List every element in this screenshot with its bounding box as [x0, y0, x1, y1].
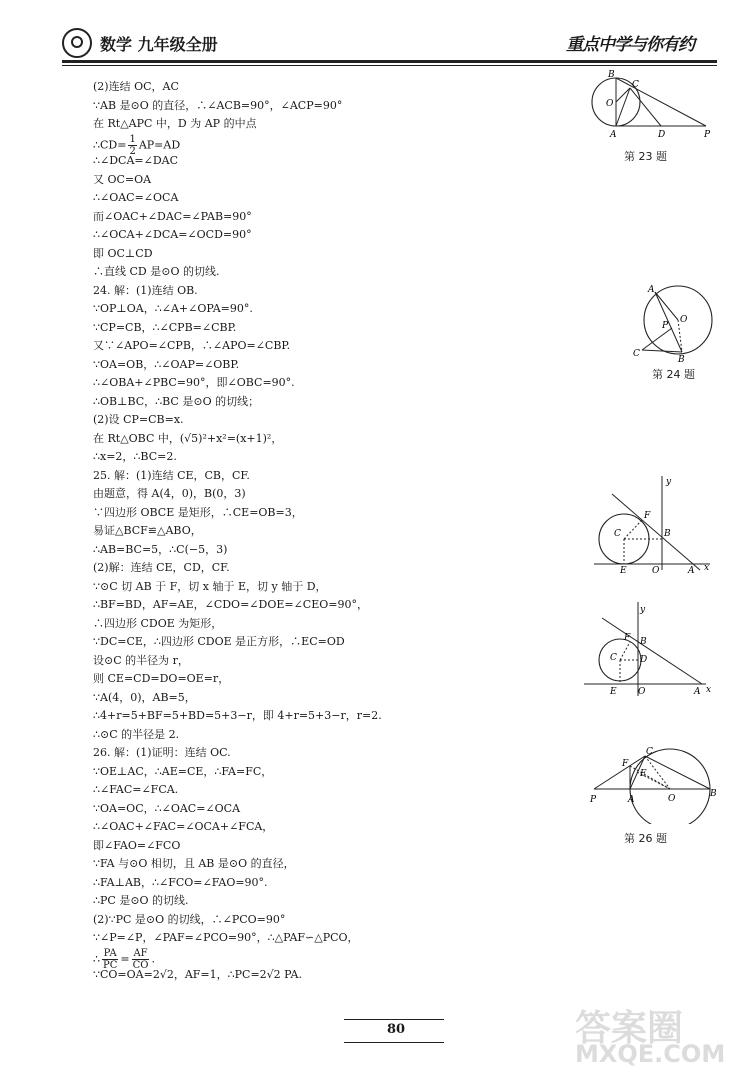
fig25a-label: x: [704, 563, 710, 573]
watermark-logo: 答案圈: [575, 1008, 684, 1049]
text-line: 由题意，得 A(4，0)，B(0，3): [93, 487, 246, 500]
figure-24: [630, 280, 720, 365]
figure-25a: [592, 474, 717, 574]
fig25a-label: y: [666, 477, 672, 487]
fig24-label: O: [680, 315, 688, 325]
page-number: 80: [346, 1019, 446, 1041]
fraction: $\frac{1}{2}$: [129, 133, 136, 157]
fraction: $\frac{PA}{PC}$: [103, 947, 118, 971]
text-line: 24. 解：(1)连结 OB.: [93, 283, 198, 297]
text-segment: .: [151, 952, 155, 965]
text-line: 而∠OAC+∠DAC=∠PAB=90°: [93, 209, 252, 223]
text-line: ∴x=2，∴BC=2.: [93, 450, 177, 463]
header-rule: [62, 60, 717, 63]
text-line: ∵CO=OA=2√2，AF=1，∴PC=2√2 PA.: [93, 968, 302, 981]
figure-26: [590, 744, 720, 824]
text-line: ∵FA 与⊙O 相切，且 AB 是⊙O 的直径，: [93, 857, 295, 870]
figure-23-caption: 第 23 题: [624, 150, 667, 163]
text-line: 易证△BCF≌△ABO，: [93, 524, 202, 537]
text-segment: ∴CD=: [93, 138, 127, 151]
text-line: ∵∠P=∠P，∠PAF=∠PCO=90°，∴△PAF∽△PCO，: [93, 931, 359, 944]
fig25a-label: O: [652, 566, 660, 574]
fig23-label: P: [704, 130, 711, 140]
watermark-url: MXQE.COM: [575, 1040, 726, 1068]
fig25b-label: O: [638, 687, 646, 697]
text-line: ∴直线 CD 是⊙O 的切线.: [93, 265, 220, 278]
text-line: (2)设 CP=CB=x.: [93, 413, 184, 426]
text-line: ∴∠OAC+∠FAC=∠OCA+∠FCA，: [93, 820, 274, 833]
fig25a-label: A: [688, 566, 695, 574]
text-line: ∵⊙C 切 AB 于 F，切 x 轴于 E，切 y 轴于 D，: [93, 579, 327, 593]
text-line: ∵OE⊥AC，∴AE=CE，∴FA=FC，: [93, 764, 273, 778]
figure-24-caption: 第 24 题: [652, 368, 695, 381]
text-segment: ∴: [93, 952, 100, 965]
fraction: $\frac{AF}{CO}$: [132, 947, 149, 971]
text-line: (2)∵PC 是⊙O 的切线，∴∠PCO=90°: [93, 912, 286, 926]
text-line: ∴∠DCA=∠DAC: [93, 154, 179, 167]
fig25a-label: E: [620, 566, 627, 574]
text-segment: AP=AD: [138, 138, 181, 151]
text-line: ∴BF=BD，AF=AE，∠CDO=∠DOE=∠CEO=90°，: [93, 598, 368, 611]
fig26-label: B: [710, 789, 717, 799]
fig26-label: E: [640, 769, 647, 779]
fig23-label: D: [658, 130, 666, 140]
fig25b-label: D: [640, 655, 648, 665]
text-line: ∵OA=OC，∴∠OAC=∠OCA: [93, 801, 241, 815]
text-line: 则 CE=CD=DO=OE=r，: [93, 672, 230, 685]
figure-23: [588, 68, 718, 148]
text-line: ∴四边形 CDOE 为矩形，: [93, 616, 223, 630]
text-line: 又∵∠APO=∠CPB，∴∠APO=∠CBP.: [93, 339, 291, 352]
fig26-label: P: [590, 795, 597, 805]
header-series-title: 重点中学与你有约: [566, 35, 694, 55]
text-line: 26. 解：(1)证明：连结 OC.: [93, 746, 231, 759]
fig25b-label: x: [706, 685, 712, 695]
text-line: ∵CP=CB，∴∠CPB=∠CBP.: [93, 320, 237, 334]
header-subject: 数学 九年级全册: [100, 35, 218, 54]
text-line: 又 OC=OA: [93, 172, 152, 186]
text-line: ∵OA=OB，∴∠OAP=∠OBP.: [93, 357, 240, 371]
fig24-label: B: [678, 355, 685, 365]
text-line: ∴⊙C 的半径是 2.: [93, 727, 180, 741]
text-line: [93, 133, 573, 157]
fig25b-label: A: [694, 687, 701, 697]
text-line: ∴∠FAC=∠FCA.: [93, 783, 179, 796]
fig25a-label: B: [664, 529, 671, 539]
fig25b-label: y: [640, 605, 646, 615]
text-line: 在 Rt△OBC 中，(√5)²+x²=(x+1)²，: [93, 431, 283, 445]
fig26-label: A: [628, 795, 635, 805]
text-line: 设⊙C 的半径为 r，: [93, 653, 189, 667]
text-line: 在 Rt△APC 中，D 为 AP 的中点: [93, 117, 257, 130]
text-line: ∵A(4，0)，AB=5，: [93, 690, 196, 704]
fig23-label: B: [608, 70, 615, 80]
fig25b-label: F: [624, 633, 631, 643]
fig24-label: A: [648, 285, 655, 295]
text-line: 25. 解：(1)连结 CE，CB，CF.: [93, 468, 250, 482]
fig24-label: P: [662, 321, 669, 331]
fig26-label: O: [668, 794, 676, 804]
fig23-label: O: [606, 99, 614, 109]
book-logo-icon: [62, 28, 92, 58]
text-line: ∴OB⊥BC，∴BC 是⊙O 的切线；: [93, 394, 260, 408]
fig25b-label: C: [610, 653, 617, 663]
fig23-label: C: [632, 80, 639, 90]
text-line: (2)连结 OC，AC: [93, 80, 179, 93]
text-line: ∴∠OCA+∠DCA=∠OCD=90°: [93, 228, 252, 241]
fig25a-label: F: [644, 511, 651, 521]
fig23-label: A: [610, 130, 617, 140]
text-line: ∵OP⊥OA，∴∠A+∠OPA=90°.: [93, 302, 253, 315]
fig26-label: C: [646, 747, 653, 757]
header-rule-thin: [62, 65, 717, 66]
text-line: (2)解：连结 CE，CD，CF.: [93, 561, 230, 574]
text-line: ∴AB=BC=5，∴C(−5，3): [93, 542, 228, 556]
text-segment: =: [120, 952, 130, 965]
text-line: 即 OC⊥CD: [93, 246, 153, 260]
text-line: ∵四边形 OBCE 是矩形，∴CE=OB=3，: [93, 505, 303, 519]
fig25a-label: C: [614, 529, 621, 539]
text-line: ∴∠OBA+∠PBC=90°，即∠OBC=90°.: [93, 376, 295, 389]
text-line: 即∠FAO=∠FCO: [93, 838, 181, 852]
text-line: ∵AB 是⊙O 的直径，∴∠ACB=90°，∠ACP=90°: [93, 98, 343, 112]
text-line: [93, 947, 573, 971]
text-line: ∴PC 是⊙O 的切线.: [93, 894, 189, 907]
text-line: ∴4+r=5+BF=5+BD=5+3−r，即 4+r=5+3−r，r=2.: [93, 709, 382, 722]
text-line: ∴∠OAC=∠OCA: [93, 191, 179, 204]
figure-26-caption: 第 26 题: [624, 832, 667, 845]
fig24-label: C: [633, 349, 640, 359]
figure-25b: [582, 600, 717, 700]
fig25b-label: B: [640, 637, 647, 647]
text-line: ∴FA⊥AB，∴∠FCO=∠FAO=90°.: [93, 875, 268, 889]
fig25b-label: E: [610, 687, 617, 697]
text-line: ∵DC=CE，∴四边形 CDOE 是正方形，∴EC=OD: [93, 635, 345, 648]
solution-text: [93, 78, 573, 985]
fig26-label: F: [622, 759, 629, 769]
